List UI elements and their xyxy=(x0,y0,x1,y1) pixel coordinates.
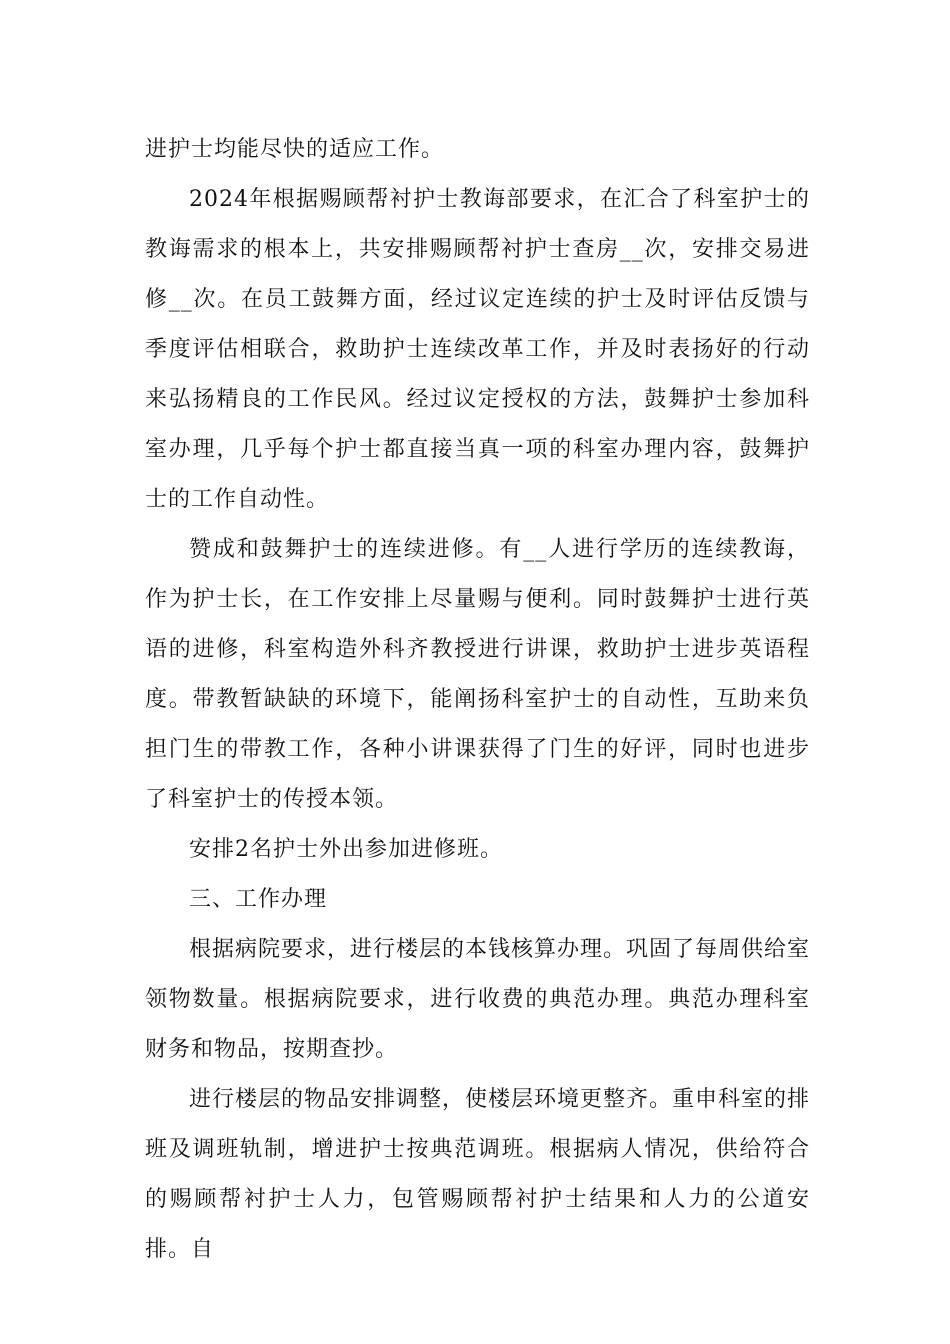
document-body xyxy=(145,125,810,1275)
paragraph-external-training: 安排2名护士外出参加进修班。 xyxy=(189,837,503,862)
paragraph-floor-arrangement: 进行楼层的物品安排调整，使楼层环境更整齐。重申科室的排班及调班轨制，增进护士按典范调班。根据病人情况，供给符合的赐顾帮衬护士人力，包管赐顾帮衬护士结果和人力的公道安排。自 xyxy=(145,1087,811,1262)
paragraph-continuing-education: 赞成和鼓舞护士的连续进修。有__人进行学历的连续教诲，作为护士长，在工作安排上尽量赐与便利。同时鼓舞护士进行英语的进修，科室构造外科齐教授进行讲课，救助护士进步英语程度。带教暂缺缺的环境下，能阐扬科室护士的自动性，互助来负担门生的带教工作，各种小讲课获得了门生的好评，同时也进步了科室护士的传授本领。 xyxy=(145,537,810,812)
paragraph-cost-management: 根据病院要求，进行楼层的本钱核算办理。巩固了每周供给室领物数量。根据病院要求，进行收费的典范办理。典范办理科室财务和物品，按期查抄。 xyxy=(145,937,811,1062)
paragraph-continuation: 进护士均能尽快的适应工作。 xyxy=(145,137,445,162)
section-heading-work-management: 三、工作办理 xyxy=(189,887,328,912)
paragraph-training-plan: 2024年根据赐顾帮衬护士教诲部要求，在汇合了科室护士的教诲需求的根本上，共安排赐顾帮衬护士查房__次，安排交易进修__次。在员工鼓舞方面，经过议定连续的护士及时评估反馈与季度评估相联合，救助护士连续改革工作，并及时表扬好的行动来弘扬精良的工作民风。经过议定授权的方法，鼓舞护士参加科室办理，几乎每个护士都直接当真一项的科室办理内容，鼓舞护士的工作自动性。 xyxy=(145,187,810,512)
